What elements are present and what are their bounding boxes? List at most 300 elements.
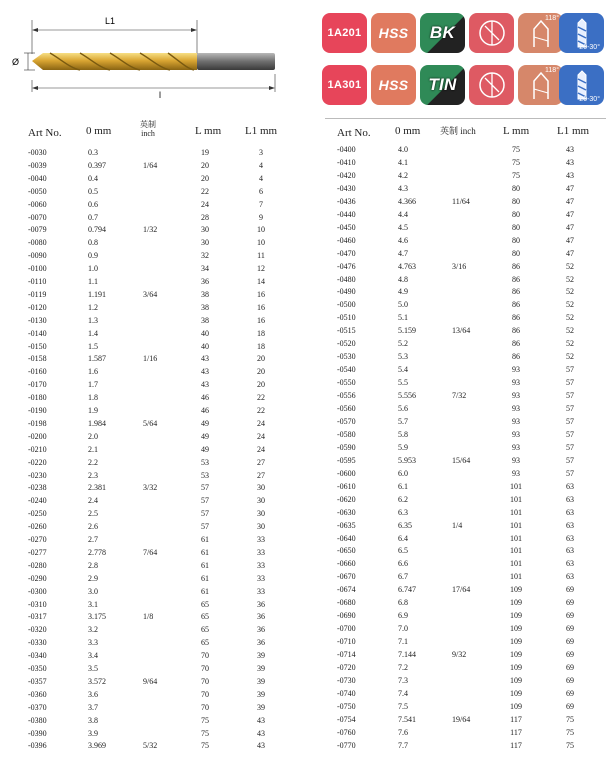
header-l-right: L mm [503, 125, 530, 137]
cell-diameter-mm: 1.8 [88, 393, 98, 403]
cell-art-no: -0556 [337, 391, 356, 401]
cell-diameter-mm: 3.7 [88, 702, 98, 712]
cell-length-l1: 47 [566, 183, 574, 193]
cell-length-l: 93 [512, 442, 520, 452]
cell-inch: 17/64 [452, 585, 471, 595]
cell-art-no: -0700 [337, 624, 356, 634]
cell-length-l1: 20 [257, 380, 265, 390]
cell-length-l: 75 [512, 145, 520, 154]
badge-helix-label: 20-30° [579, 96, 600, 103]
cell-diameter-mm: 3.2 [88, 625, 98, 635]
cell-length-l1: 27 [257, 457, 265, 467]
cell-diameter-mm: 3.3 [88, 638, 98, 648]
cell-diameter-mm: 6.1 [398, 481, 408, 491]
cell-art-no: -0039 [28, 160, 47, 170]
badge-label [420, 65, 465, 105]
cell-art-no: -0500 [337, 300, 356, 310]
cell-length-l: 57 [201, 509, 209, 519]
cell-length-l1: 69 [566, 650, 574, 660]
cell-art-no: -0660 [337, 559, 356, 569]
cell-length-l1: 39 [257, 676, 265, 686]
cell-length-l1: 63 [566, 572, 574, 582]
cell-diameter-mm: 3.5 [88, 664, 98, 673]
table-row [0, 623, 610, 635]
cell-length-l1: 57 [566, 365, 574, 375]
cell-diameter-mm: 1.0 [88, 264, 98, 274]
badge-label [420, 13, 465, 53]
cell-inch: 7/64 [143, 547, 158, 557]
cell-diameter-mm: 5.953 [398, 455, 416, 465]
table-row [0, 455, 610, 467]
table-row [0, 274, 610, 286]
cell-length-l: 93 [512, 416, 520, 426]
cell-length-l1: 43 [257, 728, 265, 738]
cell-inch: 1/8 [143, 612, 154, 622]
cell-length-l: 75 [201, 741, 209, 751]
cell-art-no: -0630 [337, 507, 356, 517]
cell-diameter-mm: 6.0 [398, 468, 408, 478]
cell-length-l1: 39 [257, 651, 265, 661]
cell-diameter-mm: 5.1 [398, 313, 408, 323]
cell-length-l1: 69 [566, 624, 574, 634]
cell-diameter-mm: 7.6 [398, 727, 408, 737]
cell-length-l1: 57 [566, 404, 574, 413]
cell-length-l1: 52 [566, 326, 574, 336]
cell-art-no: -0270 [28, 535, 47, 544]
cell-diameter-mm: 2.8 [88, 560, 98, 570]
cell-length-l: 49 [201, 418, 209, 428]
table-row [0, 597, 610, 609]
cell-diameter-mm: 2.7 [88, 535, 98, 544]
cell-length-l: 61 [201, 573, 209, 583]
cell-length-l: 70 [201, 689, 209, 699]
cell-diameter-mm: 4.0 [398, 145, 408, 154]
table-row [0, 170, 610, 182]
cell-length-l1: 47 [566, 235, 574, 245]
cell-art-no: -0610 [337, 481, 356, 491]
cell-length-l: 38 [201, 302, 209, 312]
cell-diameter-mm: 1.6 [88, 367, 98, 377]
cell-art-no: -0740 [337, 688, 356, 698]
cell-length-l: 86 [512, 352, 520, 362]
cell-art-no: -0480 [337, 274, 356, 284]
cell-diameter-mm: 5.9 [398, 442, 408, 452]
table-row [0, 701, 610, 713]
cell-art-no: -0230 [28, 470, 47, 480]
cell-diameter-mm: 0.6 [88, 199, 98, 209]
cell-art-no: -0690 [337, 611, 356, 621]
cell-art-no: -0530 [337, 352, 356, 362]
cell-diameter-mm: 2.5 [88, 509, 98, 519]
cell-length-l: 109 [510, 598, 522, 608]
cell-length-l1: 30 [257, 509, 265, 519]
cell-art-no: -0396 [28, 741, 47, 751]
cell-diameter-mm: 7.2 [398, 663, 408, 672]
cell-inch: 5/32 [143, 741, 158, 751]
cell-length-l: 70 [201, 702, 209, 712]
cell-diameter-mm: 1.191 [88, 289, 106, 299]
cell-length-l: 40 [201, 328, 209, 338]
cell-diameter-mm: 4.2 [398, 170, 408, 180]
cell-length-l: 86 [512, 274, 520, 284]
cell-art-no: -0240 [28, 496, 47, 506]
cell-length-l1: 69 [566, 675, 574, 685]
table-row [0, 610, 610, 622]
cell-art-no: -0674 [337, 585, 356, 595]
cell-diameter-mm: 5.4 [398, 365, 408, 375]
cell-length-l: 28 [201, 212, 209, 222]
cell-art-no: -0490 [337, 287, 356, 297]
badge-helix-label: 20-30° [579, 44, 600, 51]
cell-art-no: -0110 [28, 277, 47, 286]
cell-length-l: 43 [201, 367, 209, 377]
cell-art-no: -0170 [28, 380, 47, 390]
cell-length-l: 109 [510, 611, 522, 621]
header-inch-cn-right: 英制 [440, 126, 459, 136]
cell-length-l: 93 [512, 365, 520, 375]
cell-length-l1: 18 [257, 341, 265, 351]
cell-length-l: 80 [512, 196, 520, 206]
cell-length-l: 86 [512, 300, 520, 310]
cell-diameter-mm: 5.0 [398, 300, 408, 310]
cell-art-no: -0515 [337, 326, 356, 336]
cell-art-no: -0200 [28, 431, 47, 441]
cell-length-l: 49 [201, 431, 209, 441]
cell-art-no: -0079 [28, 225, 47, 235]
cell-diameter-mm: 4.9 [398, 287, 408, 297]
cell-art-no: -0670 [337, 572, 356, 582]
cell-length-l: 70 [201, 651, 209, 661]
cell-art-no: -0510 [337, 313, 356, 323]
table-row [0, 558, 610, 570]
cell-length-l: 101 [510, 494, 522, 504]
table-row [0, 222, 610, 234]
cell-length-l: 101 [510, 481, 522, 491]
header-inch-label-right: inch [460, 126, 476, 136]
cell-length-l1: 20 [257, 354, 265, 364]
cell-length-l1: 36 [257, 612, 265, 622]
badge-label [322, 13, 367, 53]
cell-length-l: 61 [201, 547, 209, 557]
cell-length-l: 109 [510, 585, 522, 595]
cell-art-no: -0595 [337, 455, 356, 465]
cell-length-l1: 69 [566, 611, 574, 621]
table-row [0, 312, 610, 324]
badge-point-icon [469, 13, 514, 53]
cell-art-no: -0540 [337, 365, 356, 375]
cell-length-l1: 30 [257, 522, 265, 532]
cell-art-no: -0317 [28, 612, 47, 622]
table-row [0, 351, 610, 363]
cell-inch: 1/16 [143, 354, 158, 364]
cell-length-l1: 57 [566, 429, 574, 439]
cell-length-l: 65 [201, 625, 209, 635]
cell-length-l1: 47 [566, 196, 574, 206]
cell-diameter-mm: 4.7 [398, 248, 408, 258]
table-row [0, 662, 610, 674]
cell-length-l1: 75 [566, 727, 574, 737]
cell-diameter-mm: 2.6 [88, 522, 98, 532]
cell-diameter-mm: 6.8 [398, 598, 408, 608]
cell-length-l1: 43 [257, 715, 265, 725]
cell-inch: 9/32 [452, 650, 467, 660]
cell-inch: 1/64 [143, 160, 158, 170]
cell-art-no: -0080 [28, 238, 47, 248]
cell-art-no: -0198 [28, 418, 47, 428]
table-row [0, 675, 610, 687]
cell-length-l1: 33 [257, 573, 265, 583]
cell-length-l1: 33 [257, 535, 265, 544]
cell-length-l1: 63 [566, 481, 574, 491]
cell-diameter-mm: 6.3 [398, 507, 408, 517]
badge-angle-icon [518, 65, 563, 105]
cell-length-l: 75 [512, 157, 520, 167]
badge-label [371, 65, 416, 105]
badge-text: 1A301 [327, 79, 362, 91]
cell-length-l: 53 [201, 470, 209, 480]
cell-art-no: -0290 [28, 573, 47, 583]
cell-art-no: -0620 [337, 494, 356, 504]
cell-diameter-mm: 1.3 [88, 315, 98, 325]
l1-dimension-label: L1 [104, 16, 116, 26]
header-inch-cn-left: 英制 [140, 120, 156, 129]
cell-length-l: 65 [201, 612, 209, 622]
table-row [0, 429, 610, 441]
cell-length-l: 93 [512, 391, 520, 401]
cell-art-no: -0340 [28, 651, 47, 661]
cell-length-l1: 69 [566, 688, 574, 698]
cell-length-l: 109 [510, 675, 522, 685]
cell-diameter-mm: 6.4 [398, 533, 408, 543]
cell-length-l1: 47 [566, 222, 574, 232]
cell-diameter-mm: 3.4 [88, 651, 98, 661]
cell-length-l1: 63 [566, 520, 574, 530]
cell-length-l: 109 [510, 688, 522, 698]
cell-diameter-mm: 5.6 [398, 404, 408, 413]
cell-length-l1: 36 [257, 599, 265, 609]
cell-art-no: -0750 [337, 701, 356, 711]
badge-angle-label: 118° [545, 67, 559, 74]
cell-length-l: 43 [201, 354, 209, 364]
cell-length-l: 117 [510, 714, 522, 724]
cell-art-no: -0470 [337, 248, 356, 258]
cell-art-no: -0600 [337, 468, 356, 478]
cell-length-l1: 30 [257, 496, 265, 506]
cell-length-l: 80 [512, 235, 520, 245]
drill-diagram [10, 8, 300, 108]
table-row [0, 481, 610, 493]
cell-diameter-mm: 4.6 [398, 235, 408, 245]
cell-art-no: -0100 [28, 264, 47, 274]
cell-diameter-mm: 0.5 [88, 186, 98, 196]
cell-diameter-mm: 6.7 [398, 572, 408, 582]
badge-point-icon [469, 65, 514, 105]
cell-length-l: 30 [201, 225, 209, 235]
cell-diameter-mm: 5.556 [398, 391, 416, 401]
cell-length-l1: 52 [566, 339, 574, 349]
cell-length-l1: 57 [566, 442, 574, 452]
cell-diameter-mm: 7.4 [398, 688, 408, 698]
cell-length-l: 101 [510, 572, 522, 582]
table-row [0, 688, 610, 700]
cell-length-l1: 69 [566, 598, 574, 608]
cell-length-l1: 63 [566, 546, 574, 556]
table-row [0, 286, 610, 298]
cell-length-l: 70 [201, 676, 209, 686]
cell-length-l: 30 [201, 238, 209, 248]
cell-diameter-mm: 4.3 [398, 183, 408, 193]
cell-length-l1: 52 [566, 261, 574, 271]
header-inch-left [140, 120, 156, 138]
cell-length-l1: 39 [257, 689, 265, 699]
right-table-rule [325, 118, 606, 119]
badge-text: TIN [428, 75, 457, 94]
cell-art-no: -0714 [337, 650, 356, 660]
cell-diameter-mm: 6.2 [398, 494, 408, 504]
cell-length-l1: 52 [566, 287, 574, 297]
cell-length-l: 57 [201, 496, 209, 506]
cell-diameter-mm: 1.7 [88, 380, 98, 390]
cell-diameter-mm: 7.5 [398, 701, 408, 711]
cell-length-l1: 24 [257, 444, 265, 454]
table-row [0, 364, 610, 376]
cell-length-l1: 7 [259, 199, 263, 209]
table-row [0, 209, 610, 221]
cell-diameter-mm: 3.175 [88, 612, 106, 622]
cell-diameter-mm: 3.0 [88, 586, 98, 596]
cell-inch: 7/32 [452, 391, 467, 401]
cell-diameter-mm: 7.144 [398, 650, 416, 660]
cell-length-l1: 47 [566, 248, 574, 258]
badge-helix-icon [559, 65, 604, 105]
cell-art-no: -0560 [337, 404, 356, 413]
cell-length-l: 117 [510, 740, 522, 750]
cell-length-l1: 63 [566, 533, 574, 543]
cell-length-l: 101 [510, 559, 522, 569]
header-inch-right [440, 124, 476, 137]
table-row [0, 416, 610, 428]
cell-length-l: 20 [201, 173, 209, 183]
cell-length-l: 19 [201, 148, 209, 157]
cell-length-l1: 4 [259, 173, 263, 183]
cell-diameter-mm: 2.1 [88, 444, 98, 454]
cell-length-l: 80 [512, 209, 520, 219]
cell-diameter-mm: 2.9 [88, 573, 98, 583]
cell-art-no: -0150 [28, 341, 47, 351]
cell-length-l1: 16 [257, 302, 265, 312]
header-inch-label-left: inch [141, 129, 155, 138]
cell-art-no: -0190 [28, 406, 47, 415]
cell-length-l1: 33 [257, 560, 265, 570]
cell-length-l: 53 [201, 457, 209, 467]
table-row [0, 157, 610, 169]
cell-length-l1: 43 [257, 741, 265, 751]
cell-length-l: 34 [201, 264, 209, 274]
cell-length-l: 86 [512, 339, 520, 349]
cell-art-no: -0430 [337, 183, 356, 193]
cell-length-l: 24 [201, 199, 209, 209]
cell-diameter-mm: 5.8 [398, 429, 408, 439]
cell-length-l: 109 [510, 624, 522, 634]
cell-length-l: 80 [512, 248, 520, 258]
table-row [0, 390, 610, 402]
cell-inch: 15/64 [452, 455, 471, 465]
cell-art-no: -0450 [337, 222, 356, 232]
cell-length-l1: 3 [259, 148, 263, 157]
cell-diameter-mm: 6.35 [398, 520, 412, 530]
cell-art-no: -0250 [28, 509, 47, 519]
cell-art-no: -0770 [337, 740, 356, 750]
cell-art-no: -0400 [337, 145, 356, 154]
header-mm-left: 0 mm [86, 125, 112, 137]
table-row [0, 261, 610, 273]
cell-art-no: -0320 [28, 625, 47, 635]
cell-diameter-mm: 0.794 [88, 225, 106, 235]
cell-art-no: -0420 [337, 170, 356, 180]
table-row [0, 377, 610, 389]
cell-diameter-mm: 4.5 [398, 222, 408, 232]
cell-diameter-mm: 7.7 [398, 740, 408, 750]
cell-diameter-mm: 4.1 [398, 157, 408, 167]
cell-diameter-mm: 7.1 [398, 637, 408, 647]
cell-art-no: -0357 [28, 676, 47, 686]
cell-diameter-mm: 5.2 [398, 339, 408, 349]
cell-length-l1: 4 [259, 160, 263, 170]
cell-inch: 1/4 [452, 520, 463, 530]
table-row [0, 533, 610, 545]
cell-diameter-mm: 6.6 [398, 559, 408, 569]
cell-length-l: 80 [512, 183, 520, 193]
cell-length-l1: 22 [257, 406, 265, 415]
cell-art-no: -0590 [337, 442, 356, 452]
table-row [0, 338, 610, 350]
cell-diameter-mm: 3.572 [88, 676, 106, 686]
table-row [0, 183, 610, 195]
cell-art-no: -0730 [337, 675, 356, 685]
cell-art-no: -0380 [28, 715, 47, 725]
cell-art-no: -0370 [28, 702, 47, 712]
cell-diameter-mm: 2.381 [88, 483, 106, 493]
cell-length-l: 40 [201, 341, 209, 351]
badge-label [371, 13, 416, 53]
cell-diameter-mm: 1.1 [88, 277, 98, 286]
cell-length-l: 86 [512, 313, 520, 323]
badge-text: HSS [378, 77, 409, 93]
cell-diameter-mm: 1.4 [88, 328, 98, 338]
cell-art-no: -0040 [28, 173, 47, 183]
cell-length-l: 65 [201, 599, 209, 609]
cell-length-l1: 27 [257, 470, 265, 480]
cell-length-l1: 9 [259, 212, 263, 222]
cell-length-l: 86 [512, 261, 520, 271]
cell-length-l1: 10 [257, 225, 265, 235]
cell-length-l1: 63 [566, 494, 574, 504]
cell-art-no: -0060 [28, 199, 47, 209]
cell-diameter-mm: 2.4 [88, 496, 98, 506]
cell-inch: 1/32 [143, 225, 158, 235]
cell-length-l1: 69 [566, 663, 574, 672]
cell-diameter-mm: 6.747 [398, 585, 416, 595]
cell-diameter-mm: 7.0 [398, 624, 408, 634]
l-dimension-label: l [159, 90, 161, 100]
cell-art-no: -0760 [337, 727, 356, 737]
cell-length-l1: 22 [257, 393, 265, 403]
cell-diameter-mm: 0.3 [88, 148, 98, 157]
cell-length-l: 101 [510, 520, 522, 530]
cell-art-no: -0050 [28, 186, 47, 196]
cell-art-no: -0650 [337, 546, 356, 556]
table-row [0, 727, 610, 739]
